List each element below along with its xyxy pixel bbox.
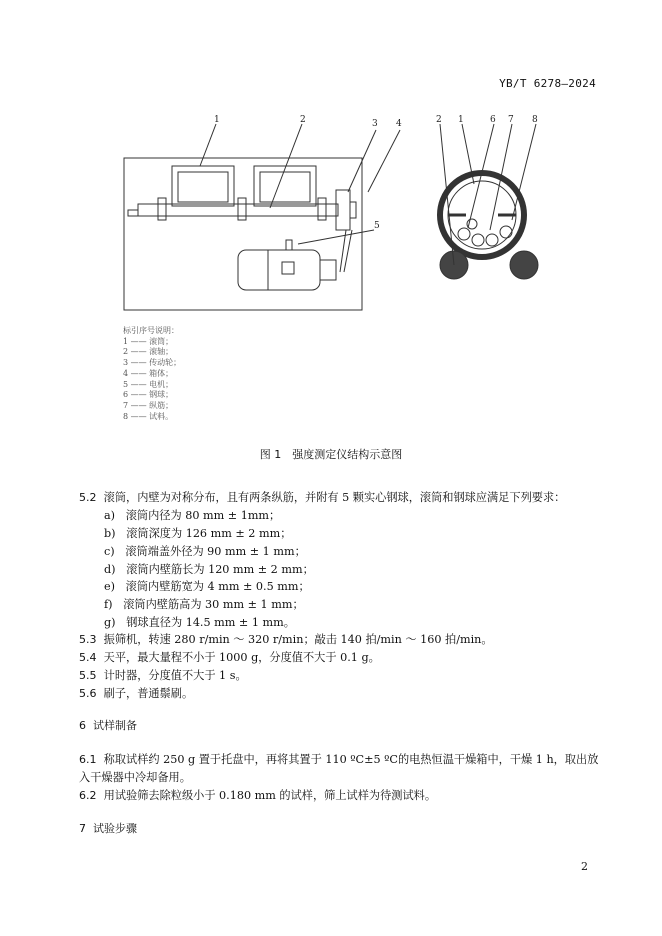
clause-5-4 — [79, 649, 380, 665]
list-item — [104, 507, 280, 523]
figure-1-diagram — [118, 112, 558, 432]
section-number: 6 — [79, 719, 86, 732]
label-1-right: 1 — [458, 115, 464, 125]
list-mark: d) — [104, 563, 116, 576]
list-mark: a) — [104, 509, 116, 522]
clause-text: 振筛机，转速 280 r/min ～ 320 r/min；敲击 140 拍/min ～ 160 拍/min。 — [103, 633, 493, 646]
list-text: 滚筒内壁筋长为 120 mm ± 2 mm； — [126, 563, 314, 576]
clause-text: 滚筒，内壁为对称分布，且有两条纵筋，并附有 5 颗实心钢球，滚筒和钢球应满足下列要求： — [103, 491, 566, 504]
list-mark: b) — [104, 527, 116, 540]
clause-6-2 — [79, 787, 436, 803]
clause-number: 5.2 — [79, 491, 97, 504]
label-2: 2 — [300, 115, 306, 125]
list-mark: g) — [104, 616, 116, 629]
legend-item: 5 —— 电机； — [123, 379, 174, 389]
section-title: 试验步骤 — [93, 822, 137, 835]
clause-number: 5.3 — [79, 633, 97, 646]
clause-number: 5.6 — [79, 687, 97, 700]
label-6: 6 — [490, 115, 496, 125]
list-mark: e) — [104, 580, 115, 593]
legend-item: 1 —— 滚筒； — [123, 336, 174, 346]
label-3: 3 — [372, 119, 378, 129]
legend-item: 7 —— 纵筋； — [123, 400, 174, 410]
motor — [238, 250, 320, 290]
list-text: 滚筒深度为 126 mm ± 2 mm； — [126, 527, 292, 540]
clause-6-1 — [79, 751, 598, 767]
clause-text: 称取试样约 250 g 置于托盘中，再将其置于 110 ºC±5 ºC的电热恒温干燥箱中，干燥 1 h，取出放 — [103, 753, 599, 766]
clause-6-1-continued: 入干燥器中冷却备用。 — [79, 771, 191, 784]
list-item — [104, 525, 291, 541]
legend-item: 6 —— 钢球； — [123, 390, 174, 400]
list-text: 钢球直径为 14.5 mm ± 1 mm。 — [126, 616, 295, 629]
clause-5-2 — [79, 489, 565, 505]
clause-5-6 — [79, 685, 193, 701]
label-2-right: 2 — [436, 115, 442, 125]
legend-item: 4 —— 箱体； — [123, 368, 174, 378]
box-body — [124, 158, 362, 310]
legend-item: 3 —— 传动轮； — [123, 358, 182, 368]
roller-right — [510, 251, 538, 279]
list-text: 滚筒内壁筋高为 30 mm ± 1 mm； — [123, 598, 304, 611]
clause-text: 用试验筛去除粒级小于 0.180 mm 的试样，筛上试样为待测试料。 — [103, 789, 437, 802]
clause-number: 5.4 — [79, 651, 97, 664]
clause-5-3 — [79, 631, 493, 647]
label-5: 5 — [374, 221, 380, 231]
page-number: 2 — [581, 860, 588, 873]
list-text: 滚筒内径为 80 mm ± 1mm； — [125, 509, 281, 522]
section-title: 试样制备 — [93, 719, 137, 732]
clause-text: 天平，最大量程不小于 1000 g，分度值不大于 0.1 g。 — [103, 651, 380, 664]
figure-legend — [123, 326, 181, 422]
list-text: 滚筒内壁筋宽为 4 mm ± 0.5 mm； — [125, 580, 310, 593]
list-mark: f) — [104, 598, 113, 611]
list-item — [104, 596, 304, 612]
section-number: 7 — [79, 822, 86, 835]
document-code: YB/T 6278—2024 — [499, 77, 596, 90]
section-6-heading — [79, 717, 137, 733]
list-text: 滚筒端盖外径为 90 mm ± 1 mm； — [125, 545, 306, 558]
section-7-heading — [79, 820, 137, 836]
legend-title: 标引序号说明： — [123, 326, 179, 335]
clause-text: 计时器，分度值不大于 1 s。 — [103, 669, 247, 682]
label-7: 7 — [508, 115, 514, 125]
list-item — [104, 543, 306, 559]
clause-number: 6.2 — [79, 789, 97, 802]
label-8: 8 — [532, 115, 538, 125]
list-item — [104, 578, 310, 594]
clause-number: 6.1 — [79, 753, 97, 766]
label-4: 4 — [396, 119, 402, 129]
label-1: 1 — [214, 115, 220, 125]
clause-5-5 — [79, 667, 247, 683]
legend-item: 2 —— 滚轴； — [123, 347, 174, 357]
clause-text: 刷子，普通鬃刷。 — [103, 687, 194, 700]
list-item — [104, 561, 314, 577]
list-item — [104, 614, 295, 630]
figure-caption: 图 1 强度测定仪结构示意图 — [259, 448, 403, 461]
legend-item: 8 —— 试料。 — [123, 411, 174, 421]
list-mark: c) — [104, 545, 115, 558]
clause-number: 5.5 — [79, 669, 97, 682]
